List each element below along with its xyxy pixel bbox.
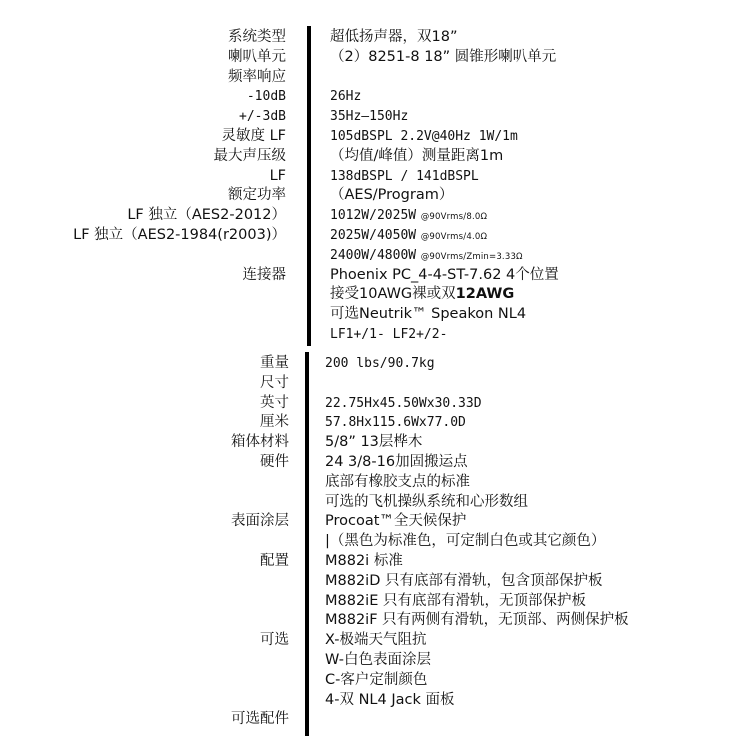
spec-section-1 (0, 28, 750, 345)
spec-label: 频率响应 (228, 68, 286, 85)
power-value: 2400W/4800W (330, 247, 417, 263)
spec-value: 4-双 NL4 Jack 面板 (325, 691, 455, 708)
spec-row-inches (0, 394, 750, 414)
spec-value: 底部有橡胶支点的标准 (325, 473, 470, 490)
spec-label: 最大声压级 (213, 147, 286, 164)
spec-value: M882iF 只有两侧有滑轨，无顶部、两侧保护板 (325, 612, 629, 629)
spec-value: X-极端天气阻抗 (325, 632, 427, 649)
spec-value: 5/8” 13层桦木 (325, 434, 423, 451)
spec-label: 喇叭单元 (228, 48, 286, 65)
spec-row-system-type (0, 28, 750, 48)
spec-row-pm3db (0, 107, 750, 127)
spec-value: （2）8251-8 18” 圆锥形喇叭单元 (330, 48, 557, 65)
spec-value: 26Hz (330, 89, 362, 105)
spec-row-power-zmin (0, 246, 750, 266)
spec-row-finish-colors (0, 532, 750, 552)
spec-section-2 (0, 354, 750, 730)
power-value: 2025W/4050W (330, 227, 417, 243)
spec-row-weight (0, 354, 750, 374)
spec-value (330, 285, 514, 305)
spec-label: +/-3dB (239, 109, 286, 125)
spec-value: 138dBSPL / 141dBSPL (330, 168, 479, 184)
wire-gauge: 12AWG (455, 286, 515, 303)
spec-label: -10dB (246, 89, 286, 105)
spec-label: 表面涂层 (231, 513, 289, 530)
spec-label: 硬件 (260, 453, 289, 470)
spec-value: M882i 标准 (325, 552, 403, 569)
spec-row-config (0, 552, 750, 572)
spec-row-config-ie (0, 592, 750, 612)
spec-label: 灵敏度 LF (221, 127, 286, 144)
spec-value: 57.8Hx115.6Wx77.0D (325, 415, 466, 431)
spec-row-power-rating (0, 186, 750, 206)
power-note: @90Vrms/8.0Ω (420, 212, 488, 223)
spec-value: 35Hz—150Hz (330, 109, 409, 125)
spec-row-frequency-response (0, 68, 750, 88)
spec-row-hardware (0, 453, 750, 473)
spec-row-speakon (0, 305, 750, 325)
wire-text: 接受10AWG裸或双 (330, 286, 456, 303)
spec-row-options (0, 631, 750, 651)
spec-value: M882iD 只有底部有滑轨，包含顶部保护板 (325, 572, 603, 589)
spec-row-config-if (0, 611, 750, 631)
spec-row-dimensions (0, 374, 750, 394)
spec-value: （均值/峰值）测量距离1m (330, 147, 504, 164)
spec-value: 可选的飞机操纵系统和心形数组 (325, 493, 528, 510)
spec-value: 24 3/8-16加固搬运点 (325, 453, 468, 470)
spec-value: 200 lbs/90.7kg (325, 356, 435, 371)
spec-value: |（黑色为标准色，可定制白色或其它颜色） (325, 533, 606, 550)
spec-row-hardware-rigging (0, 493, 750, 513)
spec-row-connector (0, 266, 750, 286)
spec-row-accessories (0, 710, 750, 730)
spec-value (330, 226, 487, 248)
spec-label: 可选配件 (231, 711, 289, 728)
spec-label: 英寸 (260, 394, 289, 411)
spec-value (330, 246, 523, 268)
spec-label: LF 独立（AES2-2012） (127, 207, 286, 224)
power-note: @90Vrms/4.0Ω (420, 231, 488, 242)
spec-label: 重量 (260, 355, 289, 371)
spec-row-minus10db (0, 87, 750, 107)
spec-label: 连接器 (242, 266, 286, 283)
spec-label: 配置 (260, 552, 289, 569)
spec-value: 105dBSPL 2.2V@40Hz 1W/1m (330, 128, 518, 144)
spec-value (330, 206, 487, 228)
power-value: 1012W/2025W (330, 208, 417, 224)
spec-row-hardware-feet (0, 473, 750, 493)
spec-label: 可选 (260, 632, 289, 649)
spec-row-sensitivity (0, 127, 750, 147)
spec-row-max-spl (0, 147, 750, 167)
spec-row-cm (0, 413, 750, 433)
spec-value: C-客户定制颜色 (325, 671, 428, 688)
spec-row-lf-aes2-2012 (0, 206, 750, 226)
spec-row-config-id (0, 572, 750, 592)
spec-label: 厘米 (260, 414, 289, 431)
spec-value: （AES/Program） (330, 187, 454, 204)
spec-row-pinout (0, 325, 750, 345)
spec-value: LF1+/1- LF2+/2- (330, 326, 448, 342)
spec-label: 系统类型 (228, 29, 286, 45)
spec-label: LF 独立（AES2-1984(r2003)） (73, 226, 286, 243)
spec-row-driver (0, 48, 750, 68)
spec-value: 22.75Hx45.50Wx30.33D (325, 395, 482, 411)
spec-row-finish (0, 512, 750, 532)
spec-label: 箱体材料 (231, 434, 289, 451)
spec-label: LF (269, 167, 286, 184)
spec-value: W-白色表面涂层 (325, 651, 431, 668)
spec-row-option-custom-color (0, 671, 750, 691)
spec-row-enclosure (0, 433, 750, 453)
spec-value: 超低扬声器，双18” (330, 29, 458, 45)
spec-row-option-nl4 (0, 691, 750, 711)
spec-value: Procoat™全天候保护 (325, 513, 467, 530)
spec-row-lf-spl (0, 167, 750, 187)
spec-label: 尺寸 (260, 374, 289, 391)
spec-label: 额定功率 (228, 187, 286, 204)
spec-value: M882iE 只有底部有滑轨，无顶部保护板 (325, 592, 586, 609)
spec-value: Phoenix PC_4-4-ST-7.62 4个位置 (330, 266, 559, 283)
power-note: @90Vrms/Zmin=3.33Ω (420, 251, 523, 262)
spec-row-lf-aes2-1984 (0, 226, 750, 246)
spec-value: 可选Neutrik™ Speakon NL4 (330, 306, 527, 323)
spec-row-wire (0, 285, 750, 305)
spec-row-option-white (0, 651, 750, 671)
